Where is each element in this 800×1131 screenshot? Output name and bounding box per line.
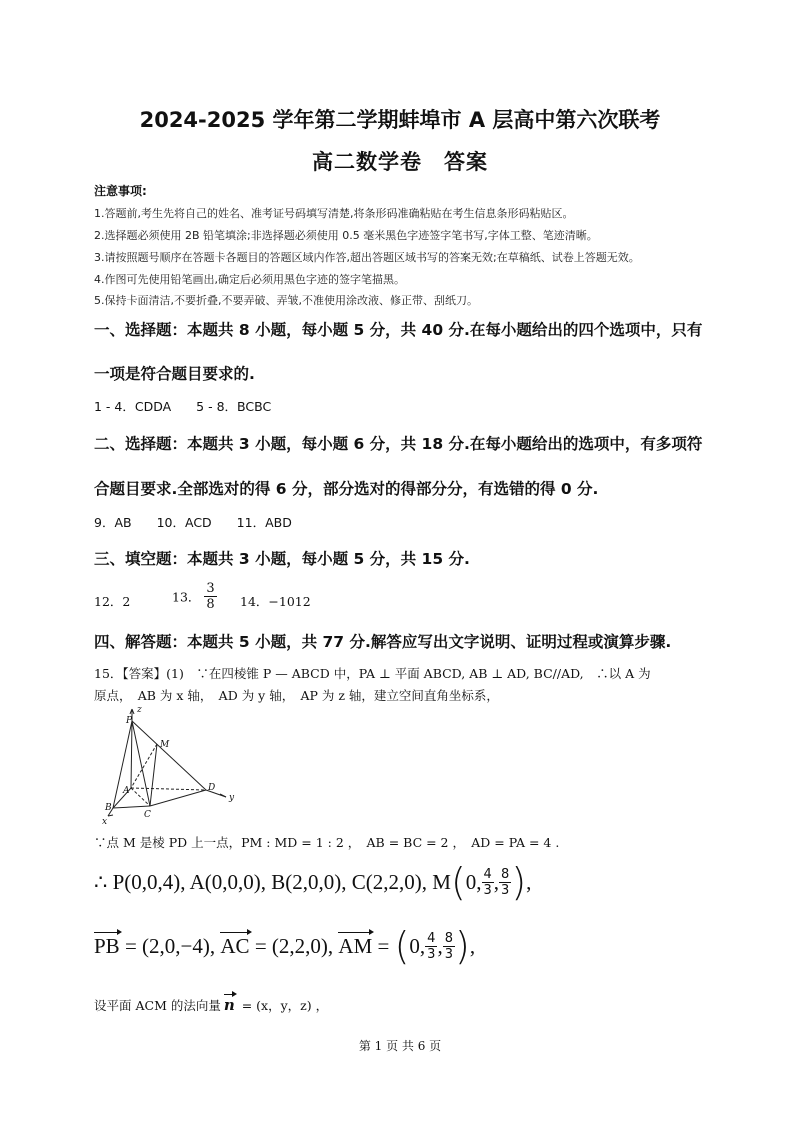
- page-title: 2024-2025 学年第二学期蚌埠市 A 层高中第六次联考: [139, 108, 661, 132]
- q15-given: ∵点 M 是棱 PD 上一点，PM : MD = 1 : 2 ， AB = BC = 2 ， AD = PA = 4 .: [94, 835, 560, 850]
- label-y: y: [229, 793, 235, 803]
- fraction-denominator: 3: [501, 882, 510, 898]
- edge-pa: [131, 721, 132, 788]
- fraction-numerator: 3: [206, 581, 215, 596]
- q15-normal: [94, 996, 328, 1014]
- q15-line-1: 15．【答案】(1) ∵在四棱锥 P — ABCD 中，PA ⊥ 平面 ABCD, AB ⊥ AD, BC//AD, ∴以 A 为: [94, 666, 651, 681]
- edge-ad: [131, 788, 206, 790]
- vector-am: AM: [338, 933, 373, 958]
- notice-item: 3.请按照题号顺序在答题卡各题目的答题区域内作答,超出答题区域书写的答案无效;在草稿纸、试卷上答题无效。: [94, 251, 640, 264]
- answer-13-label: 13．: [172, 589, 201, 605]
- am-y-fraction: [425, 931, 437, 962]
- page-subtitle: 高二数学卷 答案: [312, 150, 488, 174]
- m-x: 0,: [465, 869, 482, 894]
- section-1-heading: 一、选择题：本题共 8 小题，每小题 5 分，共 40 分.在每小题给出的四个选项中，只有: [94, 321, 703, 339]
- notice-item: 2.选择题必须使用 2B 铅笔填涂;非选择题必须使用 0.5 毫米黑色字迹签字笔书写,字体工整、笔迹清晰。: [94, 229, 598, 242]
- vectors-suffix: ,: [469, 933, 476, 958]
- vector-pb-value: = (2,0,−4),: [119, 933, 221, 958]
- notice-item: 1.答题前,考生先将自己的姓名、准考证号码填写清楚,将条形码准确粘贴在考生信息条形码粘贴区。: [94, 207, 574, 220]
- vector-am-eq: =: [372, 933, 395, 958]
- am-x: 0,: [409, 933, 426, 958]
- q15-coordinates: ∴ P(0,0,4), A(0,0,0), B(2,0,0), C(2,2,0), M ( 0, $\frac{4}{3}$ , $\frac{8}{3}$ ) ,: [94, 860, 532, 904]
- vector-pb: PB: [94, 933, 120, 958]
- fraction-denominator: 3: [444, 946, 453, 962]
- section-2-heading-cont: 合题目要求.全部选对的得 6 分，部分选对的得部分分，有选错的得 0 分.: [94, 480, 599, 498]
- label-z: z: [137, 705, 142, 715]
- normal-vector: n: [223, 996, 235, 1014]
- q15-vectors: PB = (2,0,−4), AC = (2,2,0), AM = ( 0, $\frac{4}{3}$ , $\frac{8}{3}$ ) ,: [94, 924, 476, 968]
- notice-heading: 注意事项:: [94, 184, 147, 198]
- pyramid-diagram: [94, 703, 244, 828]
- notice-item: 4.作图可先使用铅笔画出,确定后必须用黑色字迹的签字笔描黑。: [94, 273, 405, 286]
- label-b: B: [105, 803, 112, 813]
- coords-text: ∴ P(0,0,4), A(0,0,0), B(2,0,0), C(2,2,0), M: [94, 869, 451, 894]
- section-1-answers: 1 - 4．CDDA 5 - 8．BCBC: [94, 399, 272, 414]
- section-2-answers: 9．AB 10．ACD 11．ABD: [94, 515, 292, 530]
- section-2-heading: 二、选择题：本题共 3 小题，每小题 6 分，共 18 分.在每小题给出的选项中，有多项符: [94, 435, 703, 453]
- normal-text: 设平面 ACM 的法向量: [94, 998, 221, 1013]
- label-c: C: [144, 810, 151, 820]
- edge-bc: [113, 806, 150, 808]
- edge-cd: [150, 790, 206, 806]
- fraction-numerator: 4: [427, 930, 436, 946]
- coords-suffix: ,: [526, 869, 532, 894]
- edge-pc: [132, 721, 150, 806]
- fraction-denominator: 3: [483, 882, 492, 898]
- section-4-heading: 四、解答题：本题共 5 小题，共 77 分.解答应写出文字说明、证明过程或演算步骤.: [94, 633, 672, 651]
- label-d: D: [208, 783, 216, 793]
- answer-14: 14．−1012: [240, 594, 311, 609]
- label-p: P: [126, 716, 133, 726]
- label-m: M: [160, 740, 170, 750]
- notice-item: 5.保持卡面清洁,不要折叠,不要弄破、弄皱,不准使用涂改液、修正带、刮纸刀。: [94, 294, 478, 307]
- section-1-heading-cont: 一项是符合题目要求的.: [94, 365, 255, 383]
- fraction-denominator: 3: [427, 946, 436, 962]
- m-z-fraction: [499, 867, 511, 898]
- vector-ac: AC: [220, 933, 250, 958]
- vector-ac-value: = (2,2,0),: [249, 933, 339, 958]
- fraction-numerator: 8: [444, 930, 453, 946]
- label-a: A: [123, 786, 130, 796]
- answer-12: 12．2: [94, 594, 131, 609]
- am-z-fraction: [443, 931, 455, 962]
- fraction-numerator: 4: [483, 866, 492, 882]
- normal-value: = (x，y，z) ，: [237, 998, 329, 1013]
- answer-13: [172, 581, 217, 612]
- m-y-fraction: [482, 867, 494, 898]
- page-footer: 第 1 页 共 6 页: [358, 1039, 442, 1053]
- edge-pd: [132, 721, 206, 790]
- label-x: x: [102, 817, 108, 827]
- section-3-heading: 三、填空题：本题共 3 小题，每小题 5 分，共 15 分.: [94, 550, 470, 568]
- fraction-numerator: 8: [501, 866, 510, 882]
- q15-line-2: 原点， AB 为 x 轴， AD 为 y 轴， AP 为 z 轴，建立空间直角坐标系，: [94, 688, 499, 703]
- fraction-denominator: 8: [206, 597, 215, 612]
- answer-13-fraction: [204, 581, 216, 612]
